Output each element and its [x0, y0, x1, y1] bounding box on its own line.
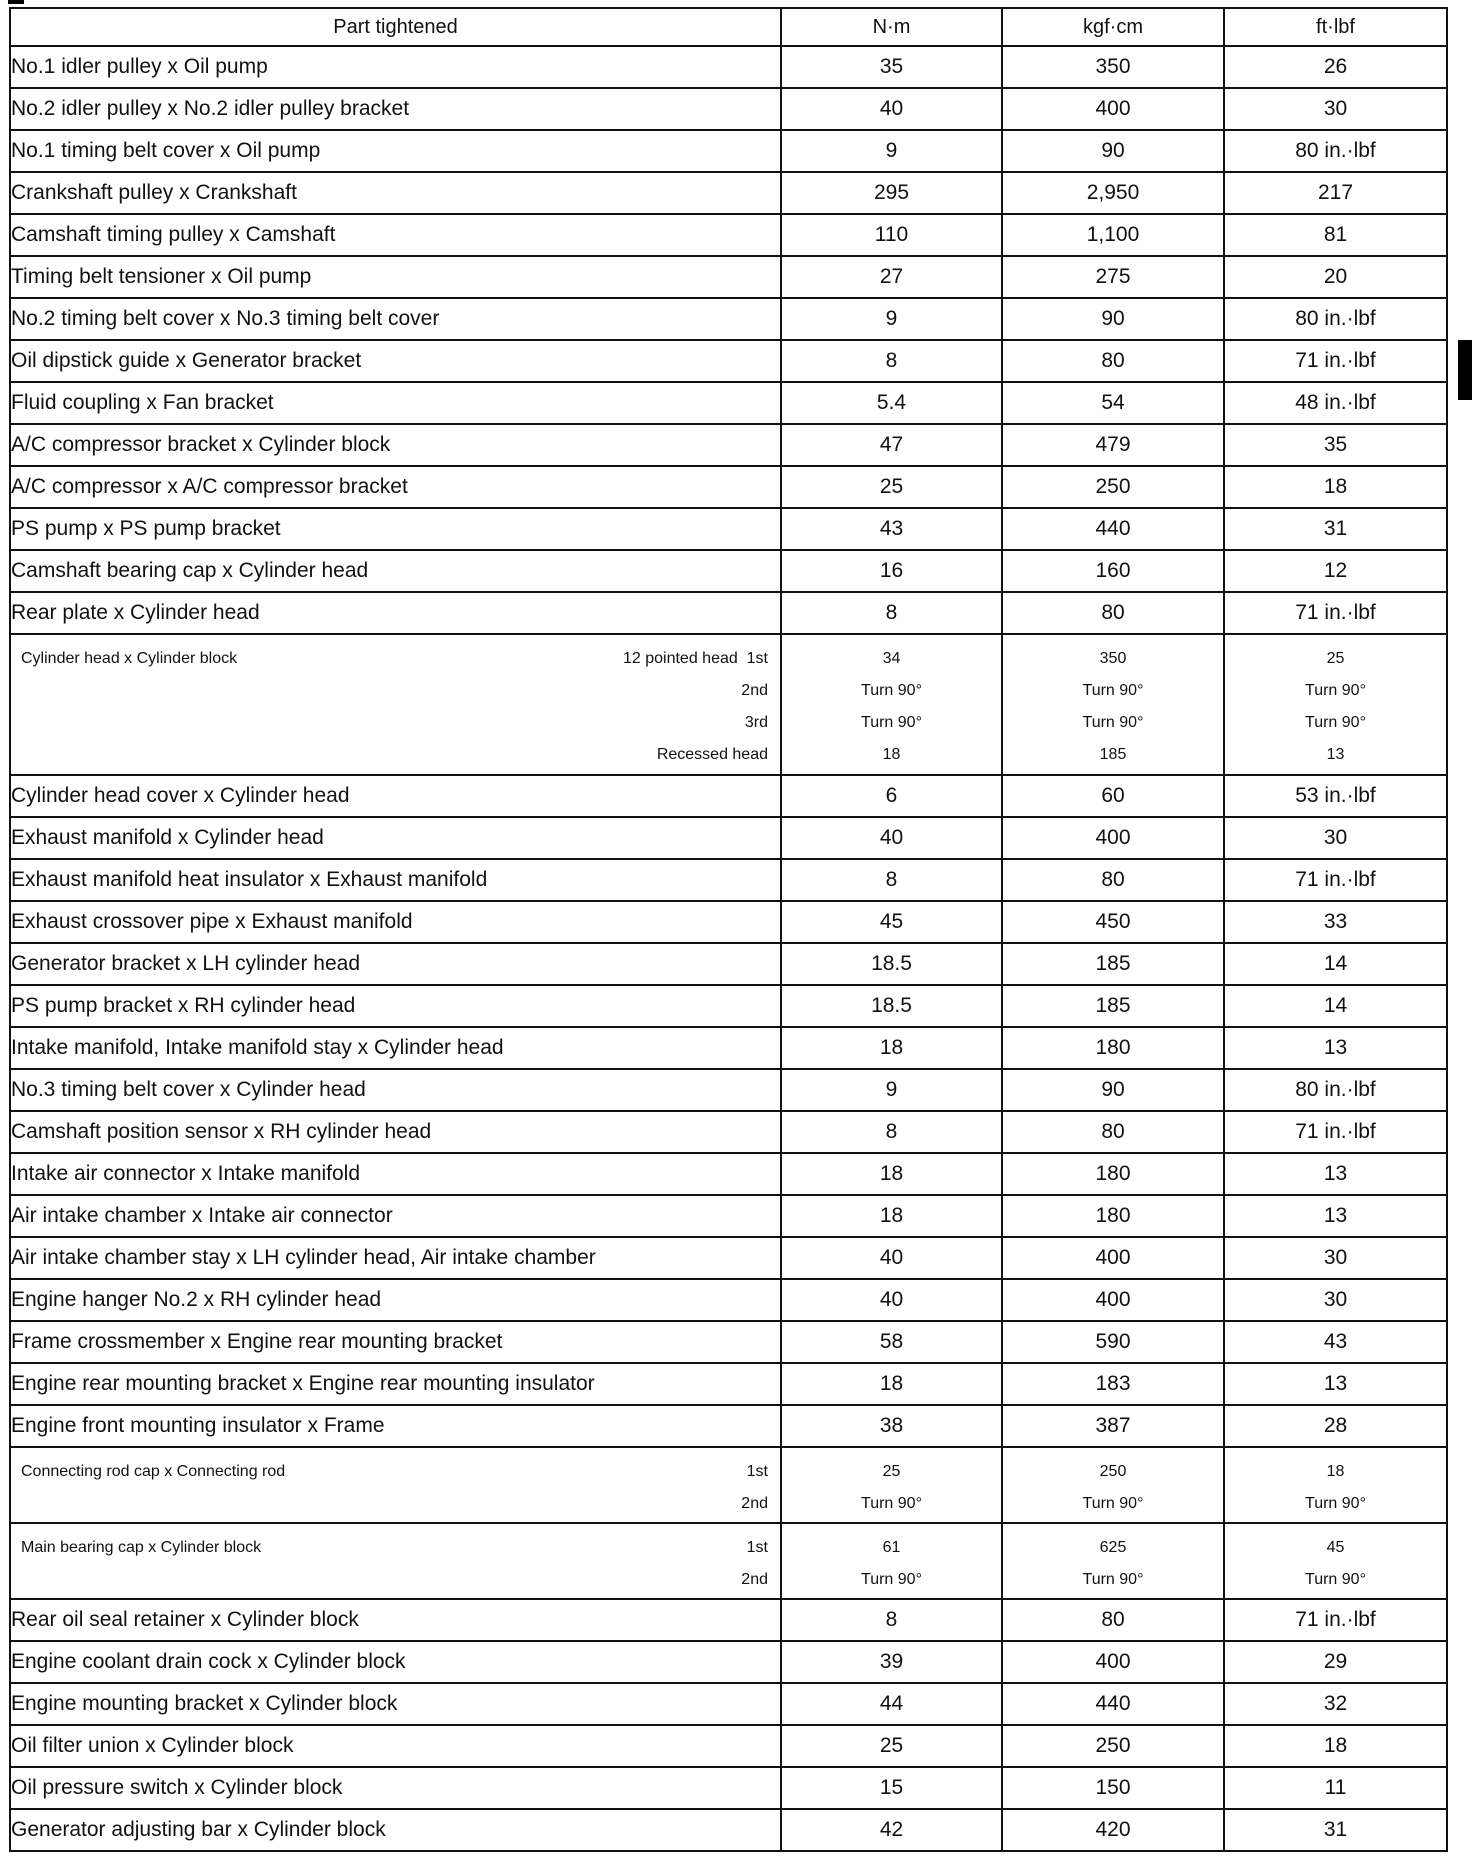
ft-cell: 43	[1224, 1321, 1447, 1363]
nm-cell: 27	[781, 256, 1002, 298]
table-row	[10, 1111, 1447, 1153]
ft-cell: 13	[1224, 1363, 1447, 1405]
ft-cell: 13	[1224, 1153, 1447, 1195]
kgf-cell: 450	[1002, 901, 1224, 943]
nm-cell: 40	[781, 817, 1002, 859]
table-body-2	[10, 775, 1447, 1447]
kgf-cell: 150	[1002, 1767, 1224, 1809]
table-row	[10, 256, 1447, 298]
nm-value: 25	[882, 1463, 901, 1480]
step-label: 2nd	[741, 1495, 768, 1512]
part-cell: Air intake chamber stay x LH cylinder head, Air intake chamber	[10, 1237, 781, 1279]
kgf-cell: 440	[1002, 508, 1224, 550]
part-cell: Exhaust crossover pipe x Exhaust manifold	[10, 901, 781, 943]
part-cell: Cylinder head cover x Cylinder head	[10, 775, 781, 817]
torque-spec-table	[9, 7, 1448, 1852]
ft-cell: 29	[1224, 1641, 1447, 1683]
nm-cell: 8	[781, 1599, 1002, 1641]
kgf-value: 185	[1099, 746, 1127, 763]
part-cell: Camshaft bearing cap x Cylinder head	[10, 550, 781, 592]
kgf-cell: 2,950	[1002, 172, 1224, 214]
header-ft: ft·lbf	[1224, 8, 1447, 46]
kgf-cell: 1,100	[1002, 214, 1224, 256]
part-cell: Engine coolant drain cock x Cylinder block	[10, 1641, 781, 1683]
nm-cell: 43	[781, 508, 1002, 550]
ft-value: 25	[1326, 650, 1345, 667]
part-cell: Intake air connector x Intake manifold	[10, 1153, 781, 1195]
kgf-value: Turn 90°	[1082, 1495, 1144, 1512]
table-row	[10, 508, 1447, 550]
ft-cell: 30	[1224, 1279, 1447, 1321]
part-cell: Oil filter union x Cylinder block	[10, 1725, 781, 1767]
part-name: Connecting rod cap x Connecting rod	[21, 1463, 286, 1480]
part-cell: Oil pressure switch x Cylinder block	[10, 1767, 781, 1809]
nm-value: 34	[882, 650, 901, 667]
ft-cell: 35	[1224, 424, 1447, 466]
kgf-cell: 80	[1002, 340, 1224, 382]
kgf-cell: 54	[1002, 382, 1224, 424]
table-row	[10, 1153, 1447, 1195]
kgf-cell: 440	[1002, 1683, 1224, 1725]
nm-cell	[781, 634, 1002, 775]
ft-cell: 30	[1224, 817, 1447, 859]
step-label: 12 pointed head 1st	[622, 650, 768, 667]
part-cell: Crankshaft pulley x Crankshaft	[10, 172, 781, 214]
part-cell: PS pump x PS pump bracket	[10, 508, 781, 550]
kgf-cell	[1002, 1447, 1224, 1523]
step-label: 1st	[746, 1463, 768, 1480]
ft-cell: 18	[1224, 1725, 1447, 1767]
kgf-cell: 185	[1002, 943, 1224, 985]
kgf-cell: 183	[1002, 1363, 1224, 1405]
ft-value: 13	[1326, 746, 1345, 763]
step-label: 2nd	[741, 1571, 768, 1588]
nm-cell: 45	[781, 901, 1002, 943]
table-row	[10, 130, 1447, 172]
nm-cell: 8	[781, 592, 1002, 634]
part-cell: Intake manifold, Intake manifold stay x Cylinder head	[10, 1027, 781, 1069]
ft-cell: 71 in.·lbf	[1224, 592, 1447, 634]
nm-cell: 40	[781, 88, 1002, 130]
nm-cell: 42	[781, 1809, 1002, 1851]
part-cell: Exhaust manifold heat insulator x Exhaust manifold	[10, 859, 781, 901]
part-cell: A/C compressor bracket x Cylinder block	[10, 424, 781, 466]
ft-cell	[1224, 1523, 1447, 1599]
part-cell: No.1 idler pulley x Oil pump	[10, 46, 781, 88]
part-cell: Rear plate x Cylinder head	[10, 592, 781, 634]
nm-cell: 18.5	[781, 985, 1002, 1027]
ft-value: Turn 90°	[1305, 682, 1366, 699]
kgf-cell: 350	[1002, 46, 1224, 88]
part-cell: Air intake chamber x Intake air connector	[10, 1195, 781, 1237]
nm-value: Turn 90°	[861, 714, 922, 731]
ft-value: Turn 90°	[1305, 1571, 1366, 1588]
part-cell	[10, 1447, 781, 1523]
table-row	[10, 214, 1447, 256]
step-label: 2nd	[741, 682, 768, 699]
table-row	[10, 1683, 1447, 1725]
ft-value: 18	[1326, 1463, 1345, 1480]
kgf-cell: 180	[1002, 1195, 1224, 1237]
nm-cell: 15	[781, 1767, 1002, 1809]
part-cell	[10, 634, 781, 775]
ft-cell: 80 in.·lbf	[1224, 1069, 1447, 1111]
table-row	[10, 88, 1447, 130]
table-row	[10, 172, 1447, 214]
nm-cell: 16	[781, 550, 1002, 592]
ft-cell: 11	[1224, 1767, 1447, 1809]
nm-cell: 8	[781, 1111, 1002, 1153]
ft-cell: 13	[1224, 1195, 1447, 1237]
nm-cell: 8	[781, 340, 1002, 382]
ft-cell: 31	[1224, 508, 1447, 550]
nm-cell: 295	[781, 172, 1002, 214]
table-row	[10, 298, 1447, 340]
header-row	[10, 8, 1447, 46]
table-row	[10, 1809, 1447, 1851]
table-row-main-bearing	[10, 1523, 1447, 1599]
part-cell: Oil dipstick guide x Generator bracket	[10, 340, 781, 382]
table-row	[10, 1069, 1447, 1111]
step-label: 3rd	[744, 714, 768, 731]
table-row	[10, 1405, 1447, 1447]
part-cell: Camshaft timing pulley x Camshaft	[10, 214, 781, 256]
kgf-cell: 400	[1002, 1237, 1224, 1279]
ft-cell: 48 in.·lbf	[1224, 382, 1447, 424]
kgf-value: 625	[1099, 1539, 1127, 1556]
part-cell: Generator adjusting bar x Cylinder block	[10, 1809, 781, 1851]
ft-cell: 18	[1224, 466, 1447, 508]
part-cell: No.2 idler pulley x No.2 idler pulley bracket	[10, 88, 781, 130]
kgf-cell: 275	[1002, 256, 1224, 298]
ft-cell: 30	[1224, 1237, 1447, 1279]
ft-cell: 26	[1224, 46, 1447, 88]
kgf-cell: 400	[1002, 1641, 1224, 1683]
part-cell: Camshaft position sensor x RH cylinder head	[10, 1111, 781, 1153]
table-row	[10, 1321, 1447, 1363]
nm-cell: 47	[781, 424, 1002, 466]
kgf-cell: 590	[1002, 1321, 1224, 1363]
nm-cell: 6	[781, 775, 1002, 817]
kgf-cell	[1002, 634, 1224, 775]
kgf-cell: 60	[1002, 775, 1224, 817]
nm-cell: 18.5	[781, 943, 1002, 985]
kgf-cell: 80	[1002, 1111, 1224, 1153]
connecting-rod-group	[10, 1447, 1447, 1523]
ft-cell: 71 in.·lbf	[1224, 340, 1447, 382]
kgf-cell: 80	[1002, 859, 1224, 901]
part-cell: Engine hanger No.2 x RH cylinder head	[10, 1279, 781, 1321]
ft-cell: 13	[1224, 1027, 1447, 1069]
table-row	[10, 1279, 1447, 1321]
kgf-cell: 185	[1002, 985, 1224, 1027]
kgf-cell: 250	[1002, 466, 1224, 508]
table-row	[10, 382, 1447, 424]
part-cell: Generator bracket x LH cylinder head	[10, 943, 781, 985]
nm-cell: 38	[781, 1405, 1002, 1447]
nm-value: 18	[882, 746, 901, 763]
ft-cell: 12	[1224, 550, 1447, 592]
part-cell: Frame crossmember x Engine rear mounting bracket	[10, 1321, 781, 1363]
main-bearing-group	[10, 1523, 1447, 1599]
kgf-cell: 250	[1002, 1725, 1224, 1767]
table-row	[10, 1725, 1447, 1767]
kgf-cell: 180	[1002, 1027, 1224, 1069]
ft-cell: 28	[1224, 1405, 1447, 1447]
header-nm: N·m	[781, 8, 1002, 46]
part-cell: Fluid coupling x Fan bracket	[10, 382, 781, 424]
part-cell: No.1 timing belt cover x Oil pump	[10, 130, 781, 172]
nm-cell: 8	[781, 859, 1002, 901]
part-cell: Exhaust manifold x Cylinder head	[10, 817, 781, 859]
kgf-cell: 180	[1002, 1153, 1224, 1195]
ft-cell: 33	[1224, 901, 1447, 943]
table-row	[10, 1599, 1447, 1641]
part-cell: No.2 timing belt cover x No.3 timing belt cover	[10, 298, 781, 340]
kgf-value: 250	[1099, 1463, 1127, 1480]
table-row-cylinder-head	[10, 634, 1447, 775]
table-row	[10, 46, 1447, 88]
table-body-1	[10, 46, 1447, 634]
step-label: Recessed head	[656, 746, 768, 763]
table-row	[10, 1363, 1447, 1405]
part-cell: A/C compressor x A/C compressor bracket	[10, 466, 781, 508]
ft-value: Turn 90°	[1305, 714, 1366, 731]
nm-cell: 25	[781, 1725, 1002, 1767]
ft-cell: 80 in.·lbf	[1224, 298, 1447, 340]
nm-value: Turn 90°	[861, 682, 922, 699]
part-cell: Engine mounting bracket x Cylinder block	[10, 1683, 781, 1725]
part-cell: Engine front mounting insulator x Frame	[10, 1405, 781, 1447]
table-row	[10, 901, 1447, 943]
nm-cell: 18	[781, 1195, 1002, 1237]
table-row	[10, 817, 1447, 859]
nm-cell: 18	[781, 1363, 1002, 1405]
kgf-cell	[1002, 1523, 1224, 1599]
kgf-cell: 160	[1002, 550, 1224, 592]
ft-cell: 20	[1224, 256, 1447, 298]
kgf-cell: 400	[1002, 1279, 1224, 1321]
table-row-connecting-rod	[10, 1447, 1447, 1523]
ft-cell: 71 in.·lbf	[1224, 1111, 1447, 1153]
table-row	[10, 1641, 1447, 1683]
part-cell: PS pump bracket x RH cylinder head	[10, 985, 781, 1027]
nm-cell: 25	[781, 466, 1002, 508]
table-row	[10, 592, 1447, 634]
part-cell: Engine rear mounting bracket x Engine rear mounting insulator	[10, 1363, 781, 1405]
kgf-value: Turn 90°	[1082, 714, 1144, 731]
kgf-value: 350	[1099, 650, 1127, 667]
kgf-cell: 80	[1002, 592, 1224, 634]
part-cell	[10, 1523, 781, 1599]
nm-cell: 44	[781, 1683, 1002, 1725]
table-row	[10, 340, 1447, 382]
nm-cell: 9	[781, 130, 1002, 172]
ft-cell: 80 in.·lbf	[1224, 130, 1447, 172]
nm-cell: 58	[781, 1321, 1002, 1363]
kgf-cell: 90	[1002, 1069, 1224, 1111]
nm-value: Turn 90°	[861, 1571, 922, 1588]
kgf-cell: 387	[1002, 1405, 1224, 1447]
kgf-value: Turn 90°	[1082, 682, 1144, 699]
table-row	[10, 1027, 1447, 1069]
ft-cell: 14	[1224, 943, 1447, 985]
kgf-cell: 479	[1002, 424, 1224, 466]
kgf-cell: 80	[1002, 1599, 1224, 1641]
kgf-cell: 90	[1002, 298, 1224, 340]
nm-cell: 9	[781, 298, 1002, 340]
kgf-cell: 400	[1002, 88, 1224, 130]
table-row	[10, 424, 1447, 466]
nm-cell: 18	[781, 1027, 1002, 1069]
nm-cell: 35	[781, 46, 1002, 88]
ft-value: Turn 90°	[1305, 1495, 1366, 1512]
table-row	[10, 550, 1447, 592]
header-kgf: kgf·cm	[1002, 8, 1224, 46]
ft-cell: 71 in.·lbf	[1224, 859, 1447, 901]
nm-cell: 110	[781, 214, 1002, 256]
table-row	[10, 1195, 1447, 1237]
step-label: 1st	[746, 1539, 768, 1556]
page-corner-mark	[8, 0, 24, 4]
ft-cell: 53 in.·lbf	[1224, 775, 1447, 817]
table-row	[10, 1237, 1447, 1279]
ft-cell	[1224, 634, 1447, 775]
part-name: Cylinder head x Cylinder block	[21, 650, 238, 667]
part-cell: Rear oil seal retainer x Cylinder block	[10, 1599, 781, 1641]
section-tab-mark	[1458, 340, 1472, 400]
kgf-value: Turn 90°	[1082, 1571, 1144, 1588]
nm-cell: 9	[781, 1069, 1002, 1111]
nm-cell: 39	[781, 1641, 1002, 1683]
ft-cell: 32	[1224, 1683, 1447, 1725]
cylinder-head-group	[10, 634, 1447, 775]
nm-cell: 5.4	[781, 382, 1002, 424]
ft-cell: 14	[1224, 985, 1447, 1027]
kgf-cell: 400	[1002, 817, 1224, 859]
table-row	[10, 775, 1447, 817]
ft-value: 45	[1326, 1539, 1345, 1556]
nm-cell: 40	[781, 1237, 1002, 1279]
nm-cell	[781, 1523, 1002, 1599]
part-cell: No.3 timing belt cover x Cylinder head	[10, 1069, 781, 1111]
ft-cell: 71 in.·lbf	[1224, 1599, 1447, 1641]
table-row	[10, 466, 1447, 508]
ft-cell: 217	[1224, 172, 1447, 214]
table-row	[10, 859, 1447, 901]
nm-value: 61	[882, 1539, 901, 1556]
ft-cell	[1224, 1447, 1447, 1523]
part-cell: Timing belt tensioner x Oil pump	[10, 256, 781, 298]
nm-cell: 18	[781, 1153, 1002, 1195]
table-row	[10, 943, 1447, 985]
table-row	[10, 1767, 1447, 1809]
ft-cell: 31	[1224, 1809, 1447, 1851]
ft-cell: 30	[1224, 88, 1447, 130]
table-row	[10, 985, 1447, 1027]
kgf-cell: 420	[1002, 1809, 1224, 1851]
header-part: Part tightened	[10, 8, 781, 46]
kgf-cell: 90	[1002, 130, 1224, 172]
table-body-3	[10, 1599, 1447, 1851]
ft-cell: 81	[1224, 214, 1447, 256]
nm-cell: 40	[781, 1279, 1002, 1321]
nm-value: Turn 90°	[861, 1495, 922, 1512]
nm-cell	[781, 1447, 1002, 1523]
part-name: Main bearing cap x Cylinder block	[21, 1539, 262, 1556]
